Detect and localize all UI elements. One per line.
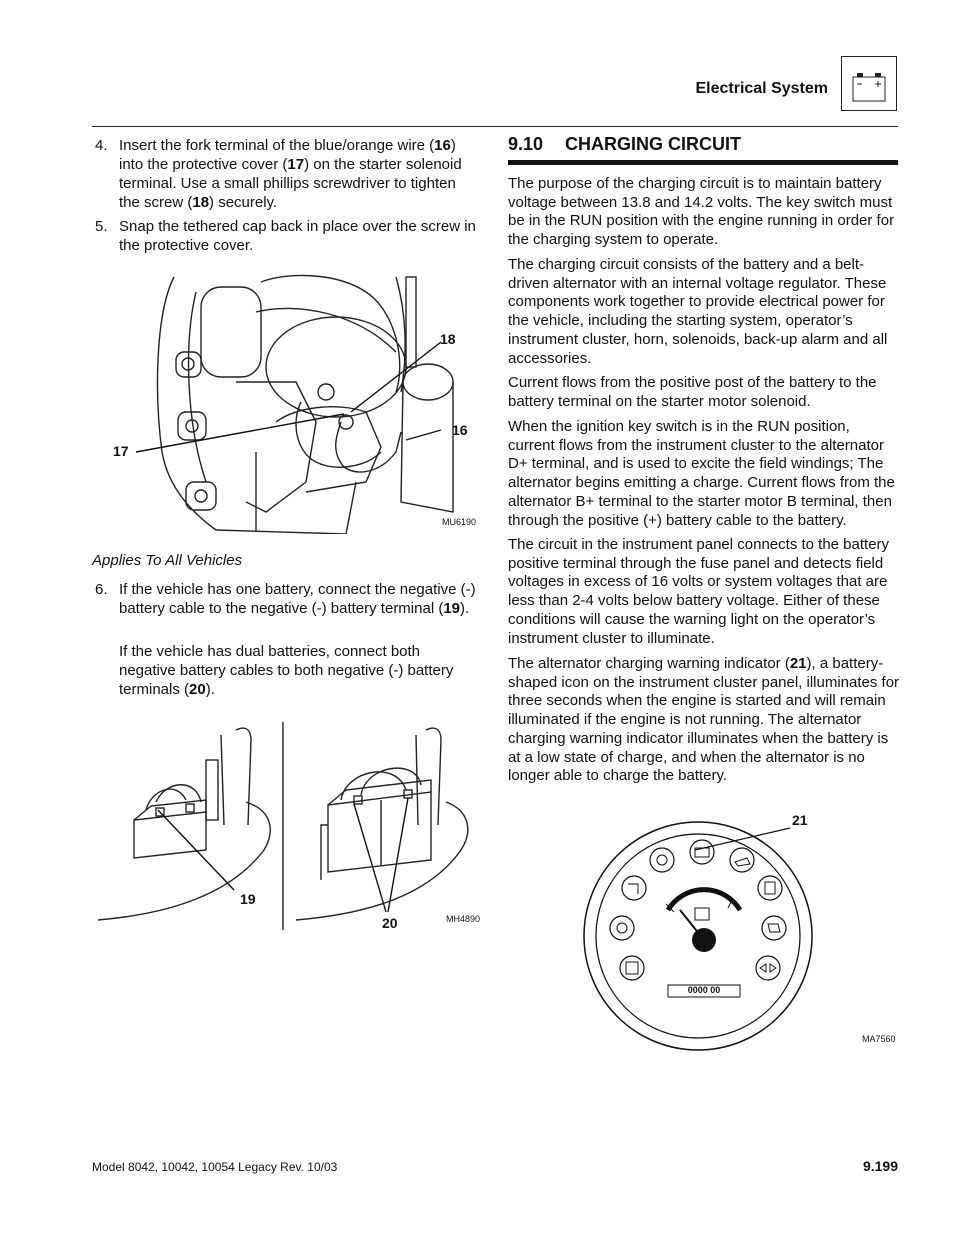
section-number: 9.10 [508, 134, 544, 154]
callout-18: 18 [440, 331, 456, 347]
step-text: Snap the tethered cap back in place over the screw in the protective cover. [119, 218, 476, 254]
callout-16: 16 [452, 422, 468, 438]
step-number: 6. [95, 581, 108, 598]
hourmeter-readout: 0000 00 [687, 985, 721, 995]
header-rule [92, 126, 898, 127]
battery-connection-figure [96, 720, 488, 935]
section-title [508, 134, 898, 155]
applies-caption: Applies To All Vehicles [92, 552, 243, 569]
header-icon-box [841, 56, 897, 111]
step-text: If the vehicle has dual batteries, connect both negative battery cables to both negative (-) battery terminals (20). [119, 643, 454, 698]
step-text: If the vehicle has one battery, connect the negative (-) battery cable to the negative (-) battery terminal (19). [119, 581, 476, 617]
battery-icon [842, 57, 896, 110]
footer-model: Model 8042, 10042, 10054 Legacy Rev. 10/03 [92, 1160, 338, 1174]
step-6 [95, 580, 480, 618]
page-header-title: Electrical System [695, 80, 828, 97]
step-number: 4. [95, 137, 108, 154]
step-number: 5. [95, 218, 108, 235]
callout-20: 20 [382, 915, 398, 931]
callout-19: 19 [240, 891, 256, 907]
paragraph: The alternator charging warning indicator (21), a battery-shaped icon on the instrument cluster panel, illuminates for three seconds when the engine is started and will remain illuminated if the engine is not running. The alternator charging warning indicator illuminates when the battery is at a low state of charge, and when the alternator is no longer able to charge the battery. [508, 655, 900, 785]
callout-17: 17 [113, 443, 129, 459]
figure-code: MH4890 [446, 914, 481, 924]
step-5 [95, 217, 480, 255]
figure-code: MU6190 [442, 517, 477, 527]
figure-code: MA7560 [862, 1034, 896, 1044]
page-number: 9.199 [862, 1158, 898, 1174]
paragraph: When the ignition key switch is in the RUN position, current flows from the instrument cluster to the alternator D+ terminal, and is used to excite the field windings; The alternator begins emitting a charge. Current flows from the alternator B+ terminal to the starter motor B terminal, then through the positive (+) battery cable to the battery. [508, 418, 895, 529]
instrument-cluster-figure [582, 820, 814, 1052]
callout-21: 21 [792, 812, 808, 828]
paragraph: The circuit in the instrument panel connects to the battery positive terminal through the fuse panel and detects field voltages in excess of 16 volts or system voltages that are less than 2-4 volts below battery voltage. Either of these conditions will cause the warning light on the operator’s instrument cluster to illuminate. [508, 536, 890, 647]
paragraph: The charging circuit consists of the battery and a belt-driven alternator with an internal voltage regulator. These components work together to provide electrical power for the vehicle, including the starting system, operator’s instrument cluster, horn, solenoids, back-up alarm and all accessories. [508, 256, 888, 367]
starter-solenoid-figure [96, 272, 486, 534]
paragraph: Current flows from the positive post of the battery to the battery terminal on the starter motor solenoid. [508, 374, 877, 410]
section-heading: CHARGING CIRCUIT [565, 134, 741, 154]
step-text: Insert the fork terminal of the blue/orange wire (16) into the protective cover (17) on the starter solenoid terminal. Use a small phillips screwdriver to tighten the screw (18) securely. [119, 137, 462, 211]
step-4 [95, 136, 480, 212]
section-rule [508, 160, 898, 165]
step-6-dual [95, 642, 480, 699]
paragraph: The purpose of the charging circuit is to maintain battery voltage between 13.8 and 14.2 volts. The key switch must be in the RUN position with the engine running in order for the charging system to operate. [508, 175, 895, 249]
